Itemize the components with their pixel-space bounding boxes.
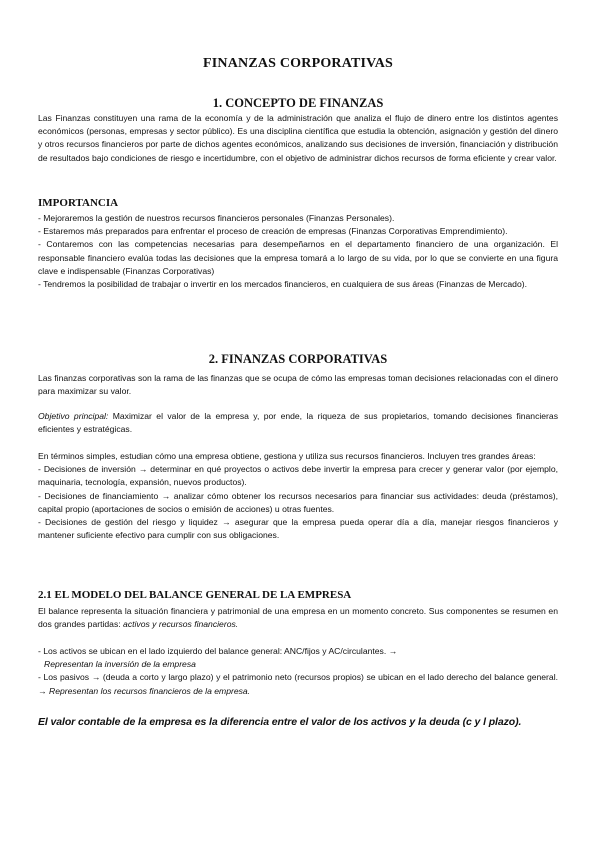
area-item: - Decisiones de inversión → determinar en qué proyectos o activos debe invertir la empresa para crecer y generar valor (por ejemplo, maquinaria, tecnología, expansión, nuevos productos). [38,464,558,488]
pasivos-italic: Representan los recursos financieros de la empresa. [48,685,251,696]
objective-paragraph [38,410,558,436]
importancia-heading: IMPORTANCIA [38,197,119,209]
concepto-paragraph: Las Finanzas constituyen una rama de la economía y de la administración que analiza el flujo de dinero entre los distintos agentes económicos (personas, empresas y sector público). Es una disciplina científica que estudia la obtención, asignación y gestión del dinero y otros recursos financieros por parte de dichos agentes económicos, analizando sus decisiones de inversión, financiación y distribución de resultados bajo condiciones de riesgo e incertidumbre, con el objetivo de administrar dichos recursos de forma eficiente y crear valor. [38,113,558,163]
area-item: - Decisiones de gestión del riesgo y liquidez → asegurar que la empresa pueda operar día a día, manejar riesgos financieros y mantener suficiente efectivo para cumplir con sus obligaciones. [38,517,558,541]
importancia-item: - Estaremos más preparados para enfrentar el proceso de creación de empresas (Finanzas Corporativas Emprendimiento). [38,226,508,237]
pasivos-text: - Los pasivos → (deuda a corto y largo plazo) y el patrimonio neto (recursos propios) se ubican en el lado derecho del balance general. → [38,672,558,696]
section-2-1-heading: 2.1 EL MODELO DEL BALANCE GENERAL DE LA EMPRESA [38,589,352,601]
importancia-list [38,212,558,291]
balance-items [38,645,558,698]
balance-intro-italic: activos y recursos financieros. [123,619,239,630]
section-1-heading: 1. CONCEPTO DE FINANZAS [212,96,384,110]
finanzas-corporativas-intro: Las finanzas corporativas son la rama de las finanzas que se ocupa de cómo las empresas toman decisiones relacionadas con el dinero para maximizar su valor. [38,373,558,397]
areas-intro: En términos simples, estudian cómo una empresa obtiene, gestiona y utiliza sus recursos financieros. Incluyen tres grandes áreas: [38,451,536,461]
activos-item [38,645,558,671]
balance-intro-block [38,605,558,631]
pasivos-item [38,671,558,697]
final-statement: El valor contable de la empresa es la diferencia entre el valor de los activos y la deuda (c y l plazo). [38,716,522,728]
balance-intro [38,605,558,631]
section-2-heading: 2. FINANZAS CORPORATIVAS [208,352,388,366]
balance-intro-text: El balance representa la situación financiera y patrimonial de una empresa en un momento concreto. Sus componentes se resumen en dos grandes partidas: [38,606,558,630]
activos-italic: Representan la inversión de la empresa [44,659,196,670]
importancia-item: - Contaremos con las competencias necesarias para desempeñarnos en el departamento financiero de una organización. El responsable financiero evalúa todas las decisiones que la empresa tomará a lo largo de su vida, por lo que se convierte en una figura clave e indispensable (Finanzas Corporativas) [38,239,558,276]
area-item: - Decisiones de financiamiento → analizar cómo obtener los recursos necesarios para financiar sus actividades: deuda (préstamos), capital propio (aportaciones de socios o emisión de acciones) u otras fuentes. [38,490,558,514]
section-2-intro [38,372,558,398]
objective-block [38,410,558,436]
objective-text: Maximizar el valor de la empresa y, por ende, la riqueza de sus propietarios, tomando decisiones financieras eficientes y estratégicas. [38,411,558,435]
importancia-item: - Mejoraremos la gestión de nuestros recursos financieros personales (Finanzas Personales). [38,213,395,223]
document-title: FINANZAS CORPORATIVAS [203,56,393,71]
activos-text: - Los activos se ubican en el lado izquierdo del balance general: ANC/fijos y AC/circulantes. → [38,646,398,656]
objective-label: Objetivo principal: [38,411,109,421]
section-1-body [38,112,558,165]
areas-block [38,450,558,542]
importancia-item: - Tendremos la posibilidad de trabajar o invertir en los mercados financieros, en cualquiera de sus áreas (Finanzas de Mercado). [38,279,527,290]
